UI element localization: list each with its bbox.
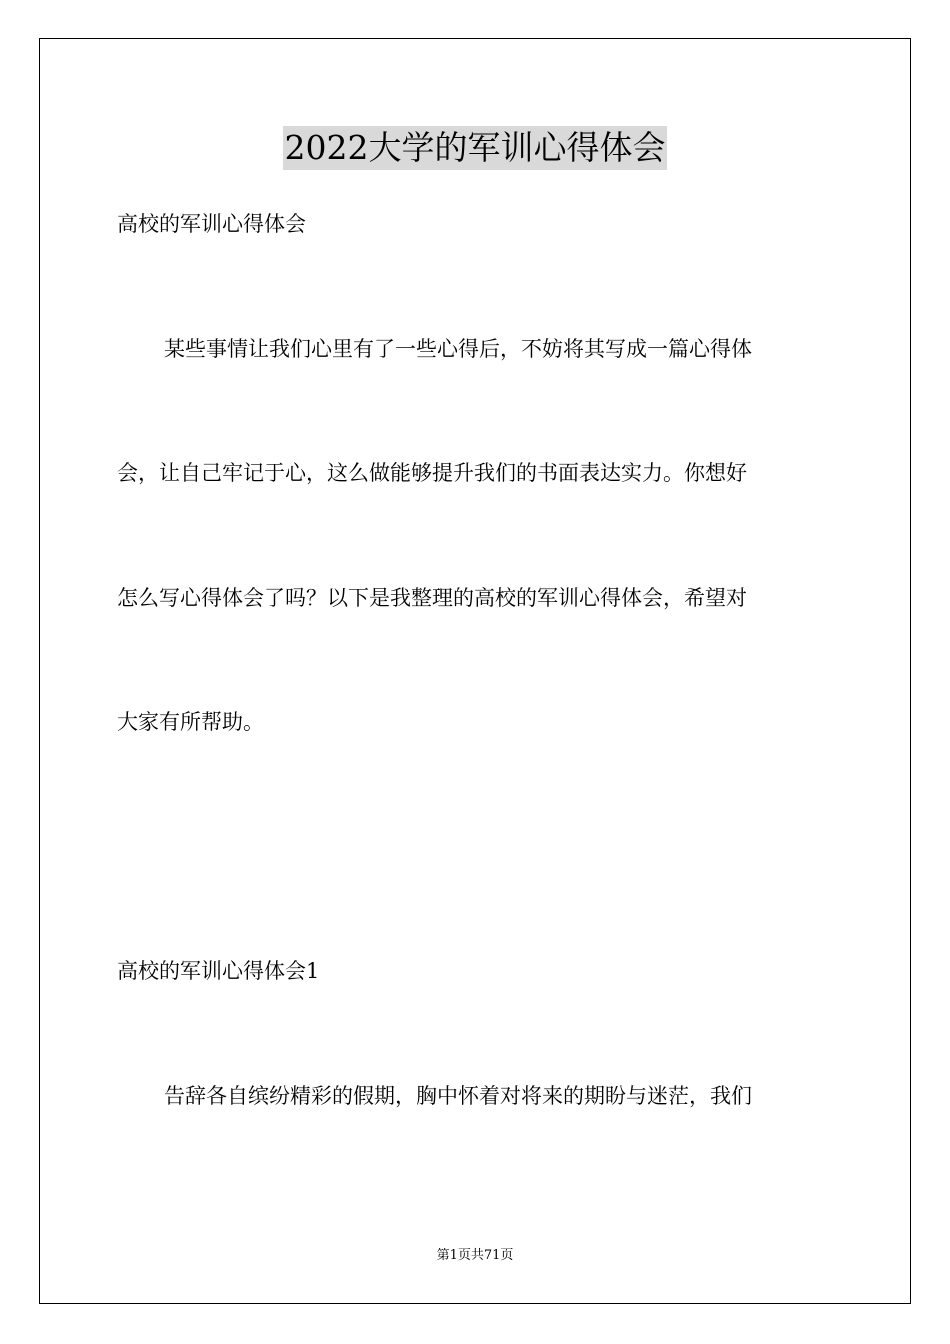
section-heading: 高校的军训心得体会1 xyxy=(117,959,320,983)
intro-line-1: 某些事情让我们心里有了一些心得后，不妨将其写成一篇心得体 xyxy=(164,337,752,361)
intro-line-4: 大家有所帮助。 xyxy=(117,710,264,734)
title-container xyxy=(0,126,950,170)
intro-line-2: 会，让自己牢记于心，这么做能够提升我们的书面表达实力。你想好 xyxy=(117,461,747,485)
document-subtitle: 高校的军训心得体会 xyxy=(117,212,306,236)
section-paragraph-line-1: 告辞各自缤纷精彩的假期，胸中怀着对将来的期盼与迷茫，我们 xyxy=(164,1084,752,1108)
page-footer xyxy=(0,1247,950,1265)
document-title: 2022大学的军训心得体会 xyxy=(283,126,668,170)
total-pages: 共71页 xyxy=(470,1248,514,1263)
page-number: 第1页 xyxy=(436,1248,471,1263)
intro-line-3: 怎么写心得体会了吗？以下是我整理的高校的军训心得体会，希望对 xyxy=(117,586,747,610)
